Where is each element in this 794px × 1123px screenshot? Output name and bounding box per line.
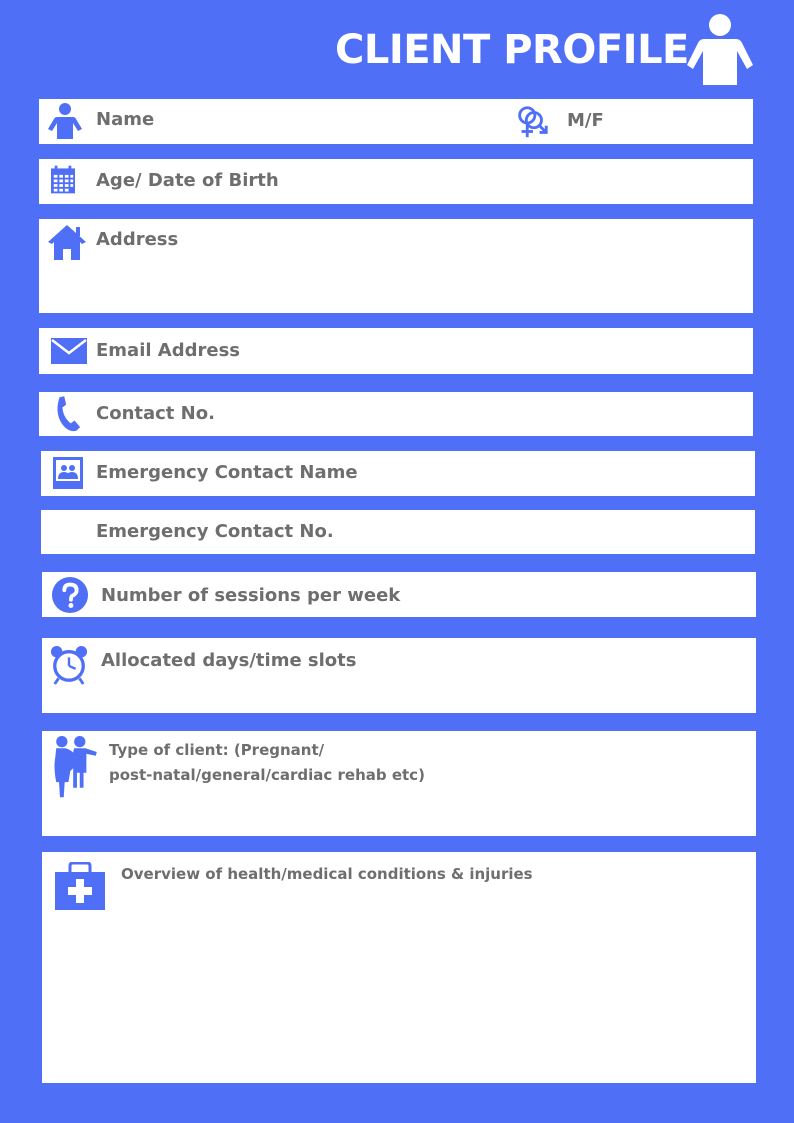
age-dob-field[interactable] xyxy=(39,159,753,204)
contact-field[interactable] xyxy=(39,392,753,436)
question-icon xyxy=(51,576,89,614)
medical-kit-icon xyxy=(55,862,105,910)
email-field[interactable] xyxy=(39,328,753,374)
address-label: Address xyxy=(96,229,179,250)
phone-icon xyxy=(54,395,82,433)
gender-symbol-icon xyxy=(513,103,551,141)
contacts-icon xyxy=(53,457,83,489)
sessions-per-week-label: Number of sessions per week xyxy=(101,585,401,606)
person-icon xyxy=(686,13,754,85)
health-overview-field[interactable] xyxy=(42,852,756,1083)
emergency-contact-no-label: Emergency Contact No. xyxy=(96,521,334,542)
page-title: CLIENT PROFILE xyxy=(335,27,689,73)
gender-label: M/F xyxy=(567,110,604,131)
email-label: Email Address xyxy=(96,340,241,361)
house-icon xyxy=(47,224,87,260)
address-field[interactable] xyxy=(39,219,753,313)
sessions-per-week-field[interactable] xyxy=(42,572,756,617)
client-type-label-line2: post-natal/general/cardiac rehab etc) xyxy=(109,766,425,784)
health-overview-label: Overview of health/medical conditions & injuries xyxy=(121,865,533,883)
age-dob-label: Age/ Date of Birth xyxy=(96,170,279,191)
allocated-slots-label: Allocated days/time slots xyxy=(101,650,357,671)
person-icon xyxy=(48,103,82,139)
pregnant-woman-icon xyxy=(50,735,102,801)
emergency-contact-name-label: Emergency Contact Name xyxy=(96,462,358,483)
envelope-icon xyxy=(51,338,87,364)
client-type-field[interactable] xyxy=(42,731,756,836)
alarm-clock-icon xyxy=(50,645,88,685)
client-type-label-line1: Type of client: (Pregnant/ xyxy=(109,741,325,759)
emergency-contact-name-field[interactable] xyxy=(41,451,755,496)
emergency-contact-no-field[interactable] xyxy=(41,510,755,554)
name-field[interactable] xyxy=(39,99,753,144)
calendar-icon xyxy=(51,165,75,194)
contact-label: Contact No. xyxy=(96,403,215,424)
allocated-slots-field[interactable] xyxy=(42,638,756,713)
name-label: Name xyxy=(96,109,155,130)
